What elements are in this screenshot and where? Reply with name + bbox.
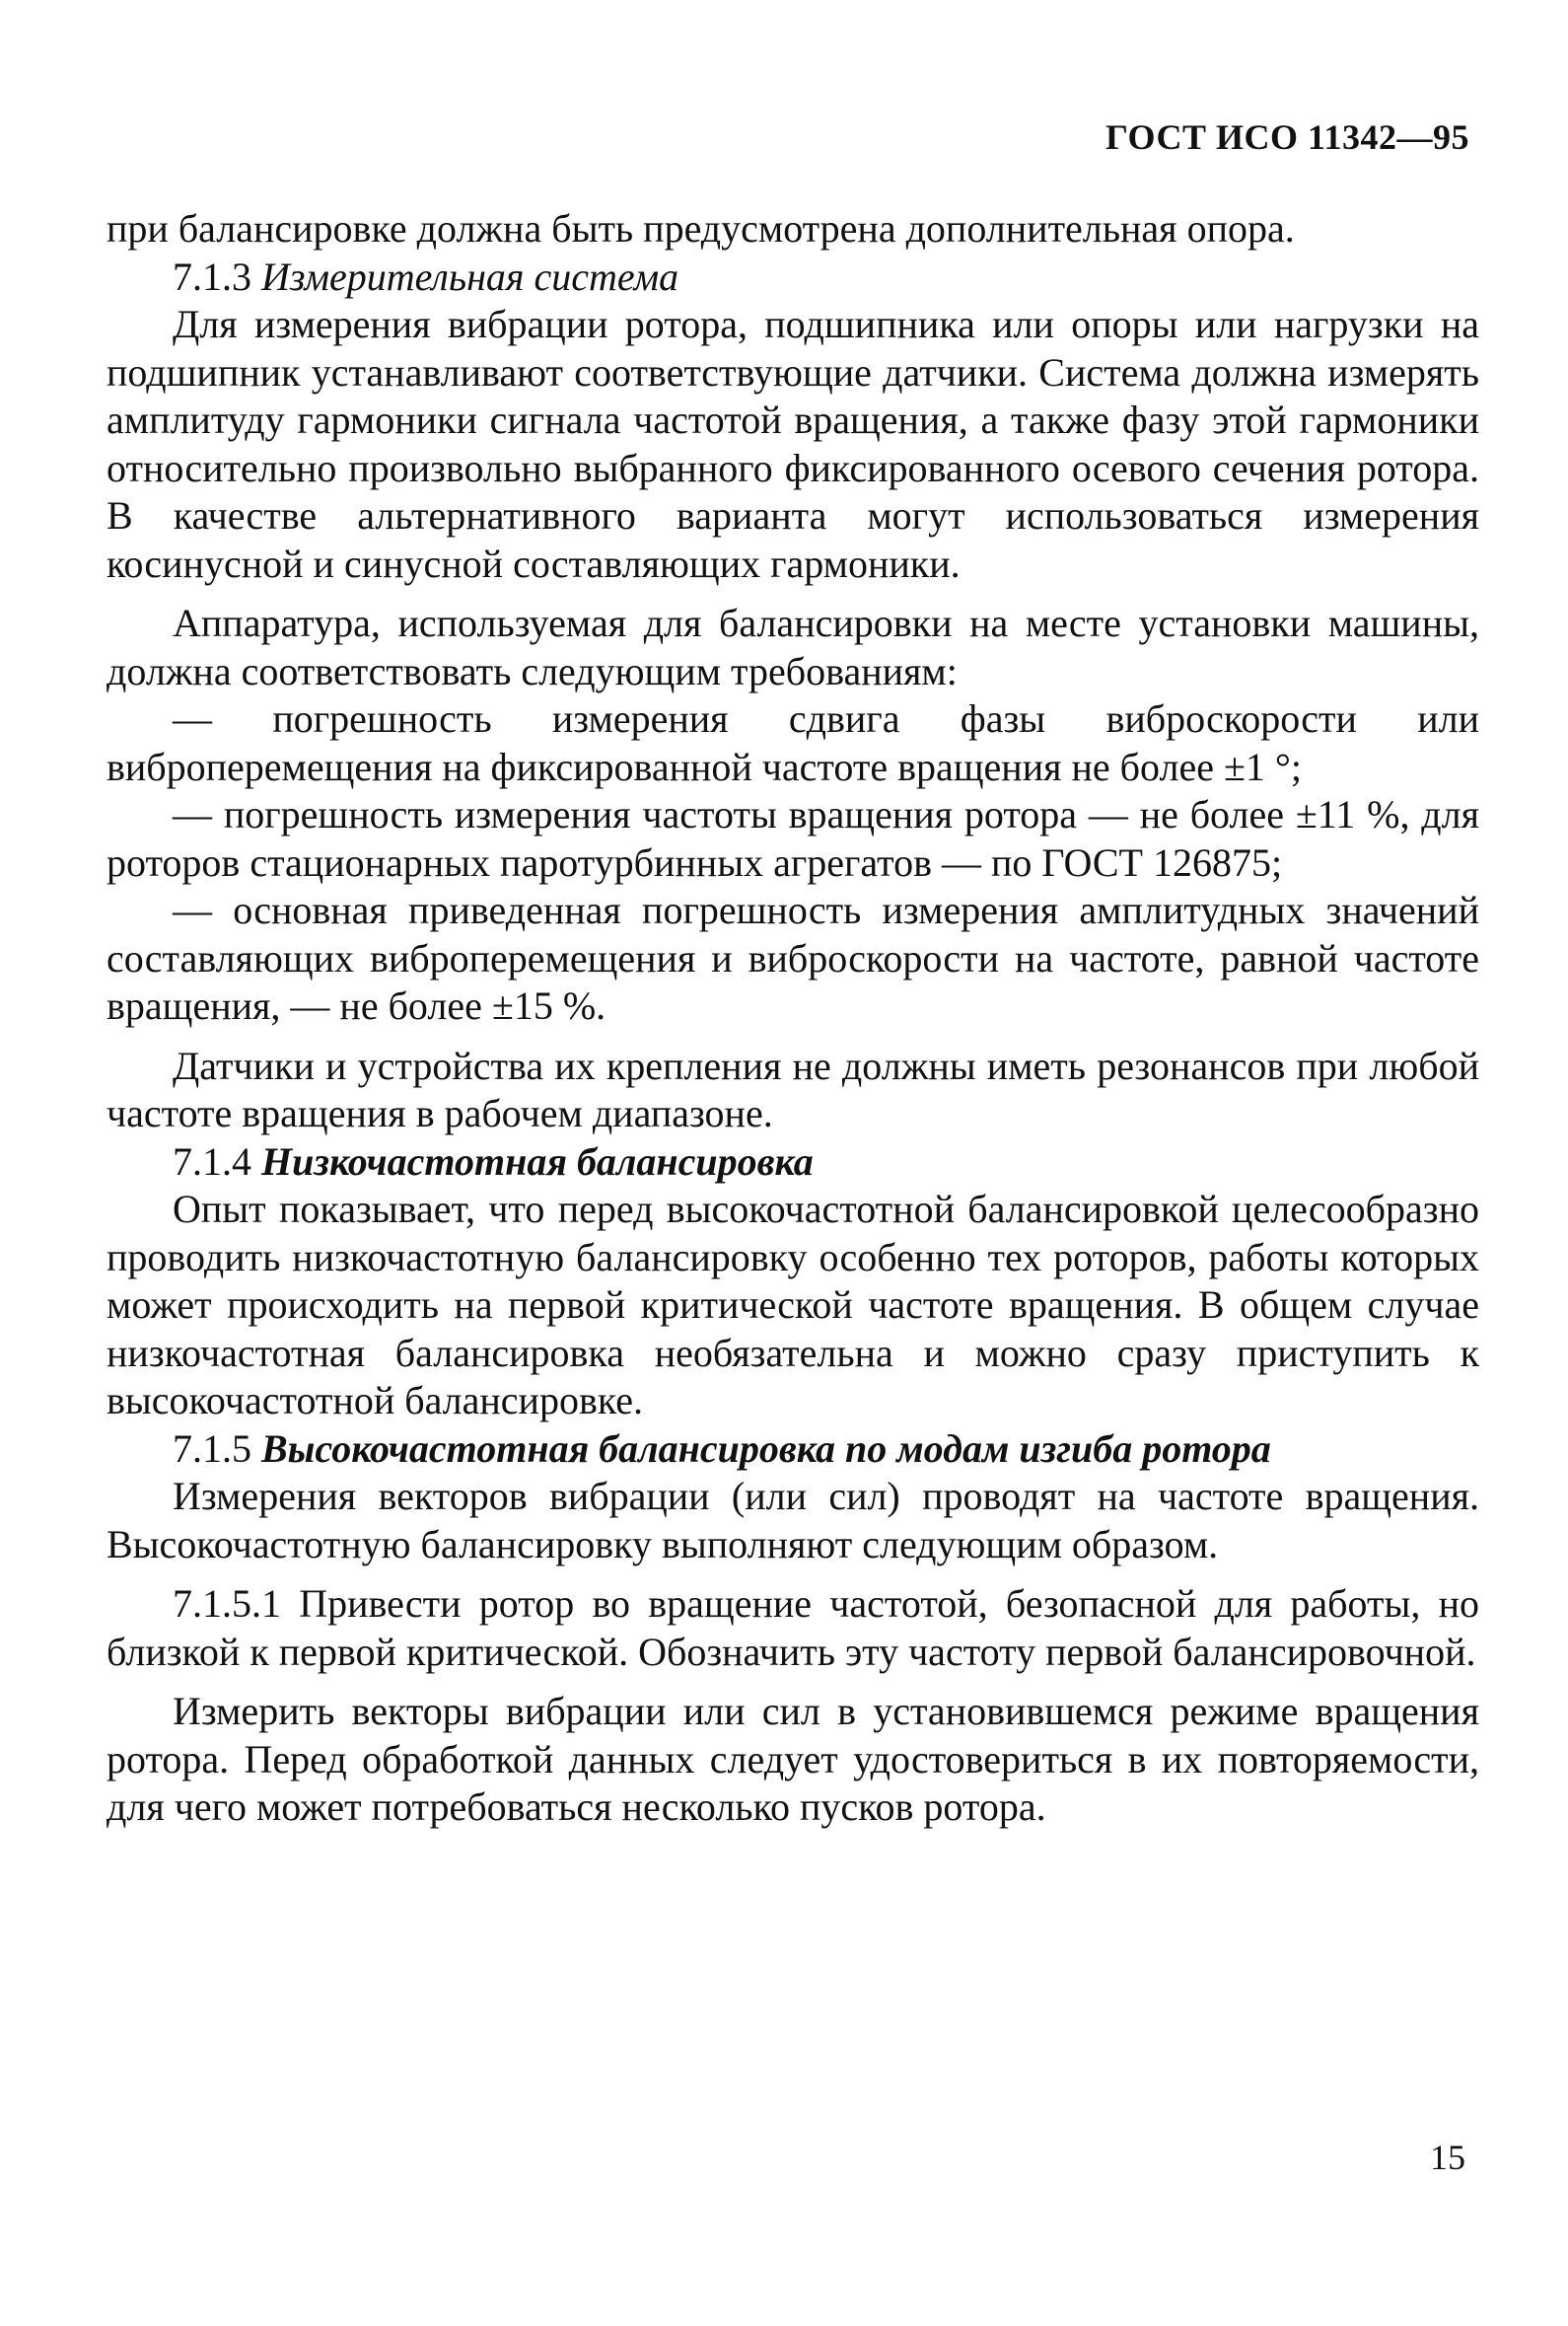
paragraph-sensors: Датчики и устройства их крепления не должны иметь резонансов при любой частоте вращения в рабочем диапазоне. [107,1043,1479,1135]
paragraph-continuation: при балансировке должна быть предусмотрена дополнительная опора. [107,206,1295,251]
section-7-1-5-heading [107,1425,1479,1474]
page-number: 15 [1430,2138,1465,2177]
section-number: 7.1.3 [173,254,261,299]
section-7-1-4-heading [107,1138,1479,1187]
paragraph-high-frequency: Измерения векторов вибрации (или сил) проводят на частоте вращения. Высокочастотную балансировку выполняют следующим образом. [107,1474,1479,1566]
section-title: Измерительная система [261,254,679,299]
document-body [107,205,1479,1832]
paragraph-7-1-5-1: 7.1.5.1 Привести ротор во вращение частотой, безопасной для работы, но близкой к первой критической. Обозначить эту частоту первой балансировочной. [107,1581,1479,1674]
section-number: 7.1.5 [173,1425,261,1471]
section-number: 7.1.4 [173,1138,261,1184]
list-item-phase-error: — погрешность измерения сдвига фазы виброскорости или виброперемещения на фиксированной частоте вращения не более ±1 °; [107,696,1479,789]
section-title: Низкочастотная балансировка [261,1138,814,1184]
paragraph-low-frequency: Опыт показывает, что перед высокочастотной балансировкой целесообразно проводить низкочастотную балансировку особенно тех роторов, работы которых может происходить на первой критической частоте вращения. В общем случае низкочастотная балансировка необязательна и можно сразу приступить к высокочастотной балансировке. [107,1187,1479,1422]
paragraph-measuring-system: Для измерения вибрации ротора, подшипника или опоры или нагрузки на подшипник устанавливают соответствующие датчики. Система должна измерять амплитуду гармоники сигнала частотой вращения, а также фазу этой гармоники относительно произвольно выбранного фиксированного осевого сечения ротора. В качестве альтернативного варианта могут использоваться измерения косинусной и синусной составляющих гармоники. [107,302,1479,586]
section-7-1-3-heading [107,254,1479,302]
section-title: Высокочастотная балансировка по модам изгиба ротора [261,1425,1271,1471]
paragraph-measure-vectors: Измерить векторы вибрации или сил в установившемся режиме вращения ротора. Перед обработкой данных следует удостовериться в их повторяемости, для чего может потребоваться несколько пусков ротора. [107,1689,1479,1829]
document-header: ГОСТ ИСО 11342—95 [1105,117,1469,157]
list-item-frequency-error: — погрешность измерения частоты вращения ротора — не более ±11 %, для роторов стационарных паротурбинных агрегатов — по ГОСТ 126875; [107,792,1479,885]
list-item-amplitude-error: — основная приведенная погрешность измерения амплитудных значений составляющих виброперемещения и виброскорости на частоте, равной частоте вращения, — не более ±15 %. [107,888,1479,1028]
paragraph-equipment: Аппаратура, используемая для балансировки на месте установки машины, должна соответствовать следующим требованиям: [107,601,1479,693]
